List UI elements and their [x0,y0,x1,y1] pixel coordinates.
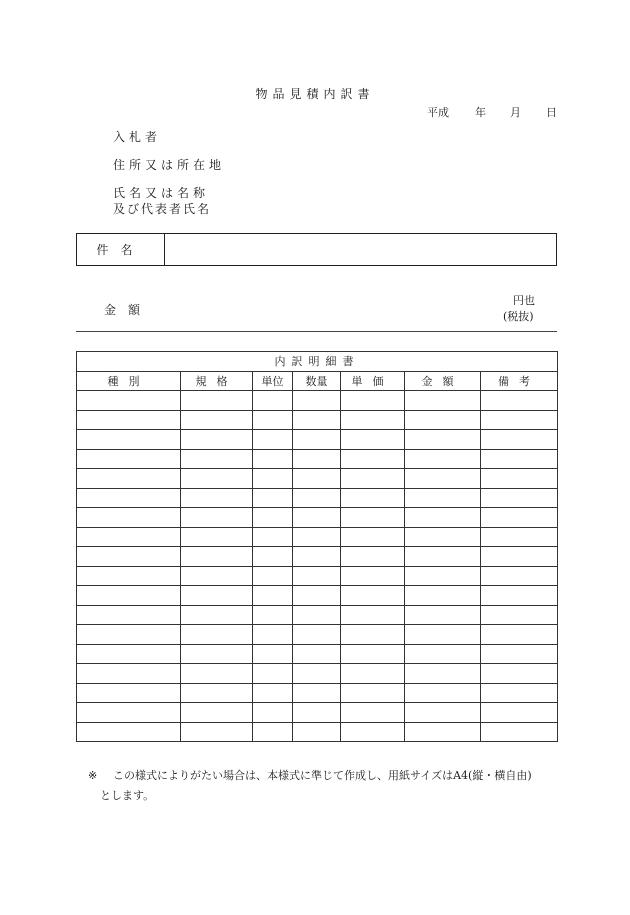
table-cell[interactable] [481,391,558,411]
table-cell[interactable] [405,527,481,547]
table-cell[interactable] [77,644,181,664]
column-header-spec: 規格 [181,371,253,391]
footnote-line2: とします。 [100,789,155,802]
table-cell[interactable] [481,703,558,723]
date-era: 平成 [427,106,449,119]
table-cell[interactable] [77,508,181,528]
table-cell[interactable] [481,547,558,567]
table-cell[interactable] [253,391,293,411]
column-header-type: 種別 [77,371,181,391]
table-cell[interactable] [181,586,253,606]
table-cell[interactable] [341,664,405,684]
date-year: 年 [475,106,486,119]
column-header-amount: 金額 [405,371,481,391]
table-row [77,449,558,469]
table-cell[interactable] [181,722,253,742]
table-cell[interactable] [405,566,481,586]
table-cell[interactable] [341,566,405,586]
table-cell[interactable] [405,683,481,703]
table-row [77,566,558,586]
table-cell[interactable] [293,547,341,567]
table-cell[interactable] [405,410,481,430]
table-row [77,410,558,430]
table-cell[interactable] [181,566,253,586]
table-cell[interactable] [253,430,293,450]
table-cell[interactable] [405,664,481,684]
table-cell[interactable] [181,410,253,430]
table-cell[interactable] [293,430,341,450]
table-cell[interactable] [253,605,293,625]
table-cell[interactable] [181,703,253,723]
table-cell[interactable] [253,508,293,528]
table-cell[interactable] [253,488,293,508]
table-cell[interactable] [293,469,341,489]
table-cell[interactable] [293,605,341,625]
table-cell[interactable] [405,586,481,606]
table-row [77,547,558,567]
table-cell[interactable] [405,722,481,742]
table-cell[interactable] [481,586,558,606]
table-cell[interactable] [405,644,481,664]
table-cell[interactable] [341,508,405,528]
table-row [77,527,558,547]
table-row [77,664,558,684]
detail-table-body [77,391,558,742]
table-cell[interactable] [253,683,293,703]
table-cell[interactable] [341,527,405,547]
name-label-line2: 及び代表者氏名 [113,202,212,216]
table-cell[interactable] [293,449,341,469]
table-cell[interactable] [77,527,181,547]
table-cell[interactable] [405,469,481,489]
table-cell[interactable] [341,547,405,567]
table-cell[interactable] [77,410,181,430]
table-cell[interactable] [293,566,341,586]
table-row [77,605,558,625]
table-cell[interactable] [77,586,181,606]
table-row [77,469,558,489]
table-cell[interactable] [405,703,481,723]
document-title: 物品見積内訳書 [255,87,375,101]
table-cell[interactable] [293,664,341,684]
detail-table-caption: 内訳明細書 [77,352,558,372]
footnote [88,766,558,806]
table-cell[interactable] [253,664,293,684]
table-cell[interactable] [181,469,253,489]
table-cell[interactable] [405,605,481,625]
table-cell[interactable] [293,722,341,742]
table-cell[interactable] [77,547,181,567]
table-row [77,430,558,450]
table-cell[interactable] [293,488,341,508]
table-cell[interactable] [181,664,253,684]
table-cell[interactable] [341,488,405,508]
table-row [77,488,558,508]
table-cell[interactable] [293,625,341,645]
address-label: 住所又は所在地 [113,158,226,172]
table-cell[interactable] [253,449,293,469]
table-cell[interactable] [253,722,293,742]
table-cell[interactable] [481,430,558,450]
detail-table [76,351,558,742]
footnote-mark: ※ [88,769,98,782]
table-cell[interactable] [481,566,558,586]
table-cell[interactable] [253,644,293,664]
table-cell[interactable] [341,703,405,723]
table-cell[interactable] [181,488,253,508]
table-cell[interactable] [293,586,341,606]
table-cell[interactable] [253,586,293,606]
table-cell[interactable] [181,391,253,411]
table-cell[interactable] [293,410,341,430]
table-cell[interactable] [293,527,341,547]
table-row [77,508,558,528]
detail-table-header-row [77,371,558,391]
table-cell[interactable] [481,508,558,528]
amount-label: 金額 [104,303,153,317]
table-cell[interactable] [181,644,253,664]
table-cell[interactable] [405,488,481,508]
table-cell[interactable] [341,625,405,645]
table-cell[interactable] [253,527,293,547]
column-header-unit-price: 単価 [341,371,405,391]
table-cell[interactable] [181,449,253,469]
table-cell[interactable] [481,605,558,625]
table-row [77,586,558,606]
table-cell[interactable] [77,469,181,489]
table-cell[interactable] [77,703,181,723]
footnote-line1: この様式によりがたい場合は、本様式に準じて作成し、用紙サイズはA4(縦・横自由) [113,769,532,782]
table-cell[interactable] [341,683,405,703]
table-cell[interactable] [405,508,481,528]
table-cell[interactable] [77,664,181,684]
name-label-line1: 氏名又は名称 [113,186,210,200]
table-cell[interactable] [253,410,293,430]
table-cell[interactable] [481,449,558,469]
table-cell[interactable] [77,625,181,645]
table-row [77,683,558,703]
table-row [77,391,558,411]
table-cell[interactable] [481,410,558,430]
column-header-unit: 単位 [253,371,293,391]
table-cell[interactable] [77,430,181,450]
table-cell[interactable] [481,644,558,664]
table-cell[interactable] [293,508,341,528]
table-cell[interactable] [481,683,558,703]
table-cell[interactable] [77,683,181,703]
table-cell[interactable] [293,683,341,703]
table-cell[interactable] [405,625,481,645]
subject-box [76,233,557,266]
table-cell[interactable] [481,488,558,508]
bidder-label: 入札者 [113,130,162,144]
table-cell[interactable] [341,644,405,664]
amount-underline [76,331,557,332]
table-cell[interactable] [181,625,253,645]
table-cell[interactable] [181,527,253,547]
table-cell[interactable] [181,605,253,625]
table-cell[interactable] [405,430,481,450]
table-cell[interactable] [341,605,405,625]
table-cell[interactable] [77,391,181,411]
table-cell[interactable] [77,722,181,742]
table-cell[interactable] [181,508,253,528]
table-cell[interactable] [293,644,341,664]
table-cell[interactable] [405,547,481,567]
table-cell[interactable] [341,391,405,411]
table-cell[interactable] [77,566,181,586]
amount-unit: 円也 [513,294,535,307]
column-header-quantity: 数量 [293,371,341,391]
table-cell[interactable] [405,449,481,469]
table-cell[interactable] [481,527,558,547]
date-day: 日 [546,106,557,119]
table-cell[interactable] [341,449,405,469]
column-header-remarks: 備考 [481,371,558,391]
table-row [77,703,558,723]
table-cell[interactable] [481,469,558,489]
table-cell[interactable] [181,430,253,450]
table-cell[interactable] [341,722,405,742]
subject-label: 件名 [77,234,165,265]
table-cell[interactable] [253,547,293,567]
table-row [77,625,558,645]
table-cell[interactable] [181,683,253,703]
table-cell[interactable] [253,469,293,489]
table-cell[interactable] [481,664,558,684]
table-row [77,722,558,742]
table-cell[interactable] [77,488,181,508]
table-cell[interactable] [405,391,481,411]
table-row [77,644,558,664]
table-cell[interactable] [77,449,181,469]
table-cell[interactable] [341,469,405,489]
table-cell[interactable] [293,703,341,723]
table-cell[interactable] [253,566,293,586]
table-cell[interactable] [341,430,405,450]
date-month: 月 [510,106,521,119]
amount-tax-note: (税抜) [503,310,534,323]
table-cell[interactable] [253,703,293,723]
table-cell[interactable] [481,722,558,742]
table-cell[interactable] [341,410,405,430]
table-cell[interactable] [253,625,293,645]
table-cell[interactable] [293,391,341,411]
table-cell[interactable] [77,605,181,625]
table-cell[interactable] [181,547,253,567]
table-cell[interactable] [341,586,405,606]
table-cell[interactable] [481,625,558,645]
